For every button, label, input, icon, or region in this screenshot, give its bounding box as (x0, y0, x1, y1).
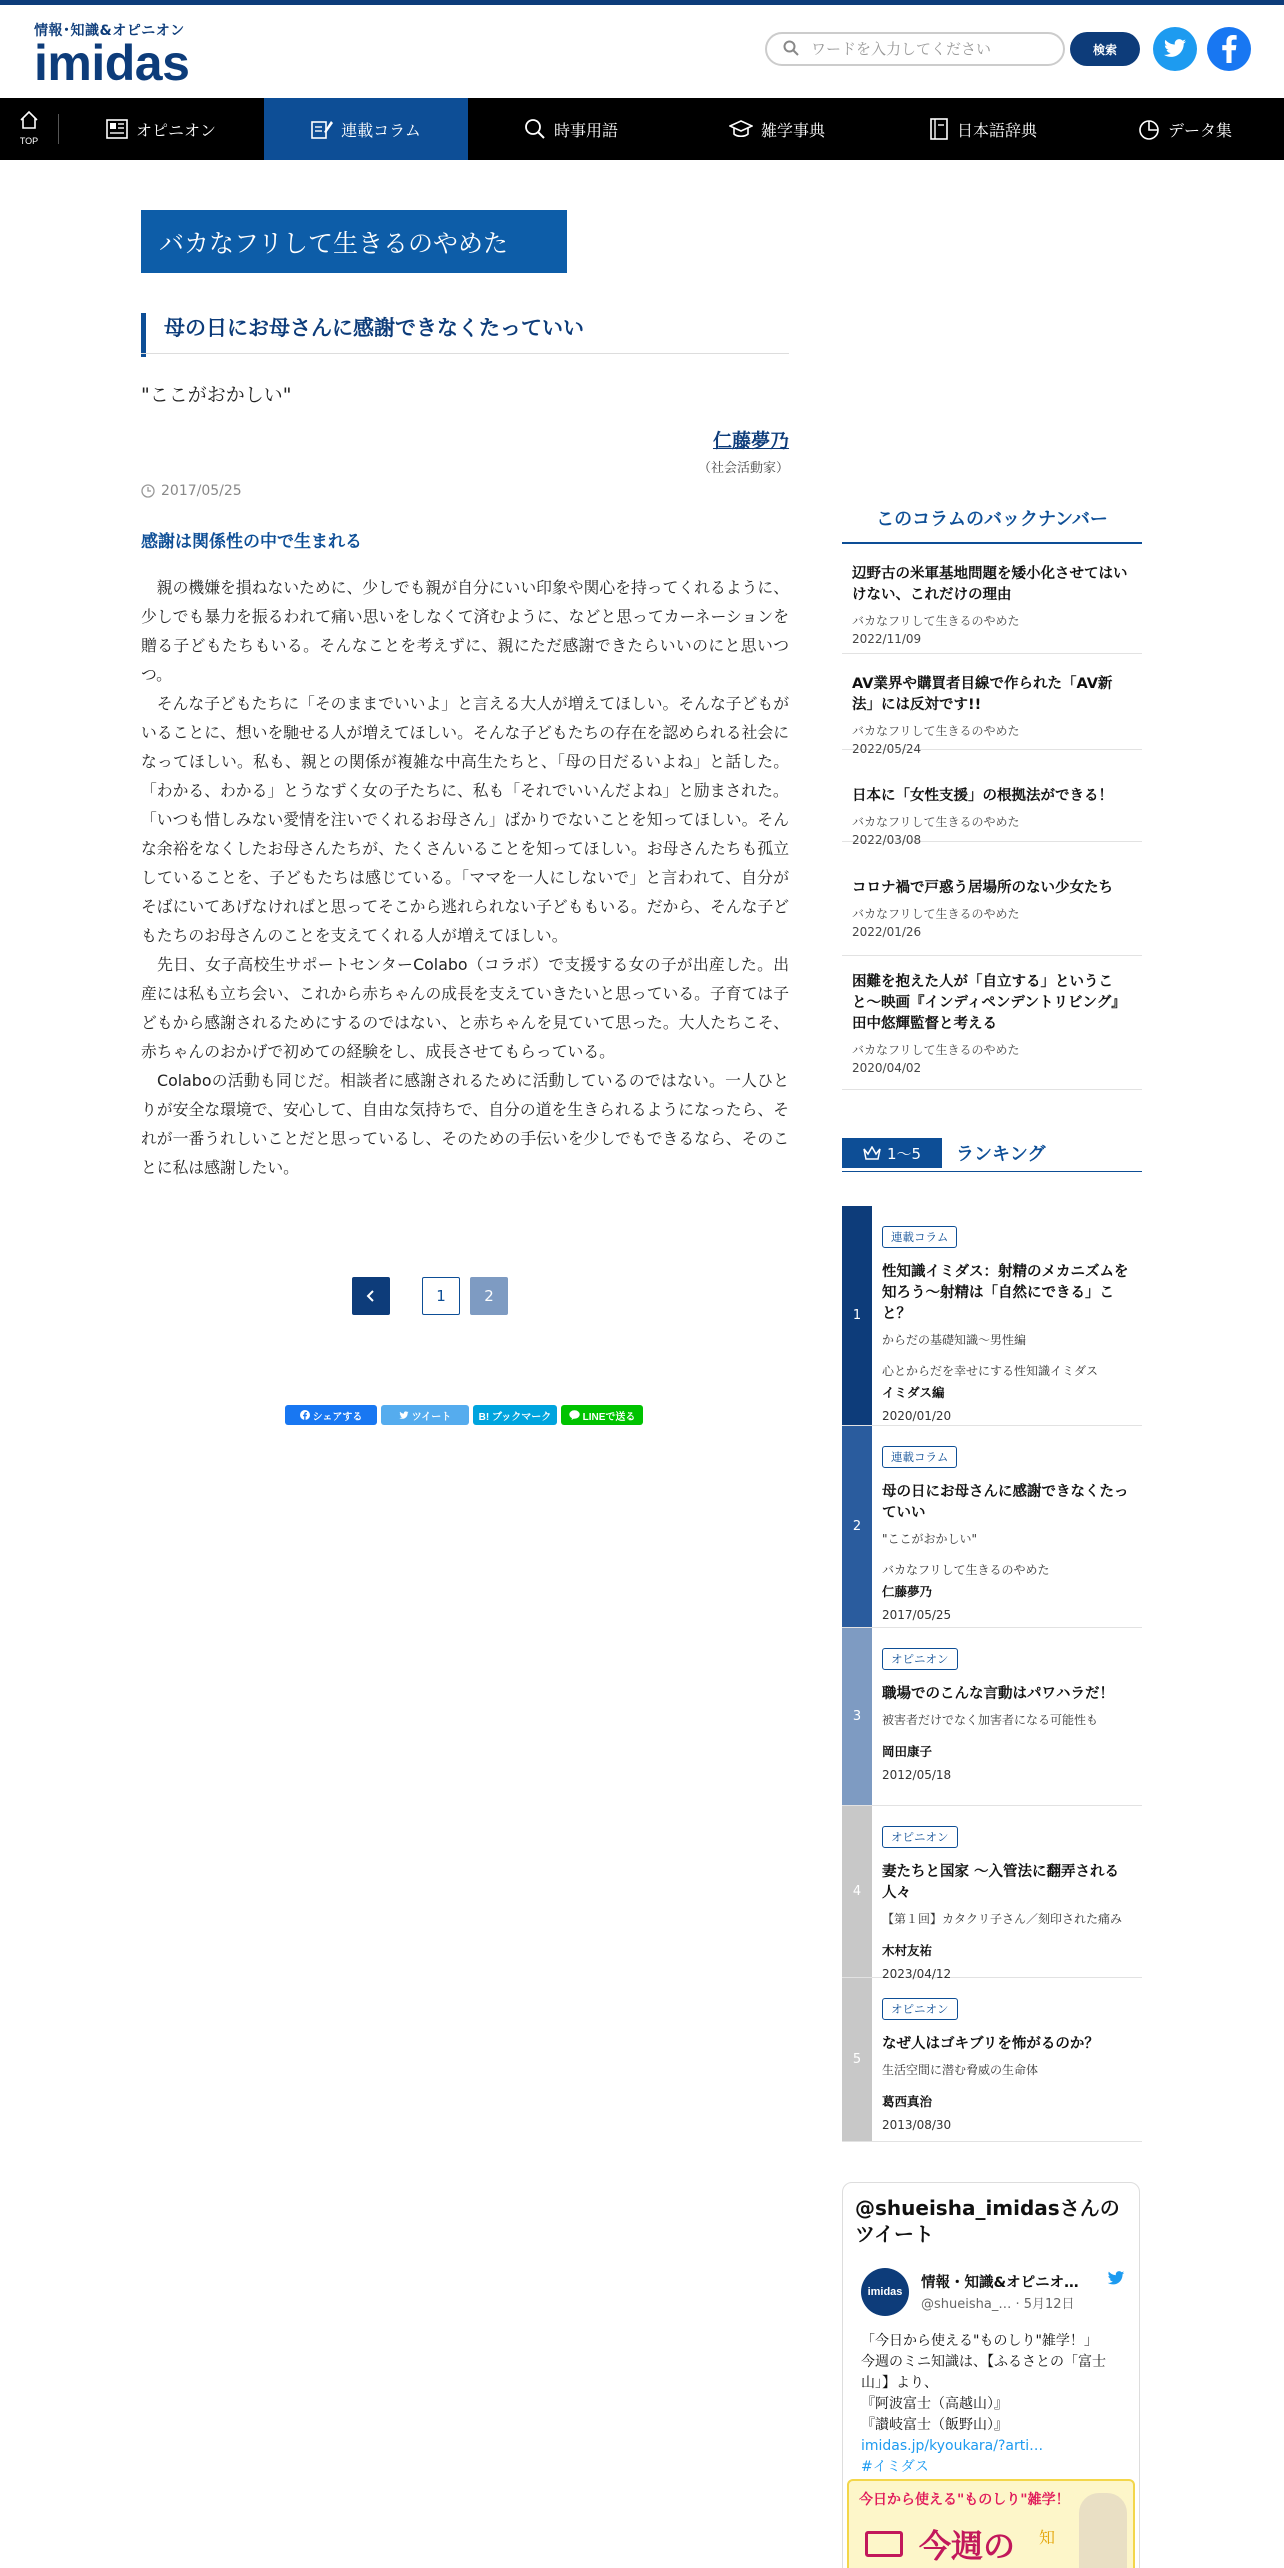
backnumber-item[interactable] (842, 956, 1142, 1090)
category-tag: 連載コラム (882, 1446, 957, 1468)
image-caption: 今日から使える"ものしり"雑学！ (859, 2492, 1070, 2508)
hatena-bookmark-button[interactable]: B! ブックマーク (473, 1405, 557, 1425)
ranking-author: 岡田康子 (882, 1744, 933, 1759)
logo-wordmark: imidas (34, 35, 190, 91)
top-accent-bar (0, 0, 1284, 5)
title-divider (141, 353, 789, 354)
pie-chart-icon (1138, 118, 1160, 140)
backnumber-date: 2022/03/08 (852, 833, 922, 847)
share-label: シェアする (312, 1411, 363, 1423)
page-2-button-current[interactable]: 2 (470, 1277, 508, 1315)
category-tag: 連載コラム (882, 1226, 957, 1248)
backnumber-series: バカなフリして生きるのやめた (852, 815, 1020, 829)
backnumber-title: AV業界や購買者目線で作られた「AV新法」には反対です!! (852, 676, 1113, 713)
tweet-line: 今週のミニ知識は、【ふるさとの「富士山」】より、 (861, 2354, 1106, 2391)
nav-item-label: 連載コラム (341, 120, 421, 140)
line-share-button[interactable] (561, 1405, 643, 1425)
tweet-button[interactable] (381, 1405, 469, 1425)
ranking-number: 3 (842, 1628, 872, 1805)
search-box (765, 32, 1065, 66)
tweet-line: 『讃岐富士（飯野山）』 (861, 2417, 1008, 2433)
ranking-number: 5 (842, 1978, 872, 2141)
ranking-title-text: 職場でのこんな言動はパワハラだ！ (882, 1686, 1114, 1702)
backnumber-date: 2022/05/24 (852, 742, 922, 756)
logo-tagline: 情報･知識&オピニオン (34, 23, 185, 39)
nav-item-dictionary[interactable] (880, 98, 1086, 160)
nav-item-label: オピニオン (135, 120, 216, 140)
backnumber-date: 2020/04/02 (852, 1061, 922, 1075)
ranking-item[interactable] (842, 1426, 1142, 1628)
nav-item-current-terms[interactable] (468, 98, 674, 160)
ranking-author: イミダス編 (882, 1385, 945, 1400)
tweet-account-name[interactable]: 情報・知識&オピニオ… (921, 2275, 1079, 2291)
backnumber-item[interactable] (842, 654, 1142, 756)
twitter-link[interactable] (1153, 27, 1197, 71)
ranking-title-text: 妻たちと国家 〜入管法に翻弄される人々 (882, 1864, 1120, 1901)
nav-item-label: 時事用語 (553, 120, 618, 140)
magnifier-icon (524, 118, 546, 140)
body-paragraph: 先日、女子高校生サポートセンターColabo（コラボ）で支援する女の子が出産した。出産には私も立ち会い、これから赤ちゃんの成長を支えていきたいと思っている。子育ては子どもから感謝されるためにするのではない、と赤ちゃんを見ていて思った。大人たちこそ、赤ちゃんのおかげで初めての経験をし、成長させてもらっている。 (141, 955, 789, 1061)
book-icon (865, 2531, 903, 2557)
body-paragraph: そんな子どもたちに「そのままでいいよ」と言える大人が増えてほしい。そんな子どもがいることに、想いを馳せる人が増えてほしい。そんな子どもたちの存在を認められる社会になってほしい。私も、親との関係が複雑な中高生たちと、「母の日だるいよね」と話した。「わかる、わかる」とうなずく女の子たちに、私も「それでいいんだよね」と励まされた。 (141, 694, 789, 800)
facebook-share-button[interactable] (285, 1405, 377, 1425)
tweet-text (861, 2331, 1129, 2478)
ranking-badge (842, 1138, 942, 1168)
body-paragraph: 親の機嫌を損ねないために、少しでも親が自分にいい印象や関心を持ってくれるように、少しでも暴力を振るわれて痛い思いをしなくて済むように、などと思ってカーネーションを贈る子どもたちもいる。そんなことを考えずに、親にただ感謝できたらいいのにと思いつつ。 (141, 578, 789, 684)
ranking-number: 1 (842, 1206, 872, 1425)
facebook-link[interactable] (1207, 27, 1251, 71)
body-paragraph: Colaboの活動も同じだ。相談者に感謝されるために活動しているのではない。一人ひとりが安全な環境で、安心して、自由な気持ちで、自分の道を生きられるようになったら、それが一番うれしいことだと思っているし、そのための手伝いを少しでもできるなら、そのことに私は感謝したい。 (141, 1071, 789, 1177)
backnumber-title: 日本に「女性支援」の根拠法ができる！ (852, 788, 1113, 804)
backnumber-date: 2022/01/26 (852, 925, 922, 939)
edit-note-icon (311, 119, 333, 139)
home-icon (19, 110, 39, 130)
body-paragraph: 「いつも惜しみない愛情を注いでくれるお母さん」ばかりでないことを知ってほしい。そんな余裕をなくしたお母さんたちが、たくさんいることを知ってほしい。お母さんたちも孤立していることを、子どもたちは感じている。「ママを一人にしないで」と言われて、自分がそばにいてあげなければと思ってそこから逃れられない子どももいる。だから、そんな子どもたちのお母さんのことを支えてくれる人が増えてほしい。 (141, 810, 789, 945)
twitter-bird-icon (399, 1411, 409, 1420)
chevron-left-icon (366, 1289, 376, 1303)
tweet-link[interactable]: imidas.jp/kyoukara/?arti… (861, 2438, 1044, 2454)
ranking-subtitle: 生活空間に潜む脅威の生命体 (882, 2063, 1039, 2077)
author-role: （社会活動家） (697, 461, 789, 476)
backnumber-item[interactable] (842, 750, 1142, 847)
tweet-line: 『阿波富士（高越山）』 (861, 2396, 1008, 2412)
share-label: LINEで送る (582, 1411, 636, 1423)
search-button[interactable]: 検索 (1070, 32, 1140, 66)
author-link[interactable]: 仁藤夢乃 (712, 430, 789, 452)
nav-item-opinion[interactable] (58, 98, 264, 160)
ranking-header (842, 1138, 1142, 1172)
ranking-date: 2012/05/18 (882, 1768, 952, 1782)
ranking-date: 2023/04/12 (882, 1967, 952, 1981)
ranking-date: 2020/01/20 (882, 1409, 952, 1423)
category-tag: オピニオン (882, 1826, 958, 1848)
line-icon (569, 1410, 580, 1420)
image-small-text: 知 (1039, 2528, 1056, 2547)
global-nav (0, 98, 1284, 160)
facebook-f-icon (1221, 35, 1237, 63)
search-icon (783, 40, 799, 56)
article-title: 母の日にお母さんに感謝できなくたっていい (141, 313, 789, 357)
backnumber-series: バカなフリして生きるのやめた (852, 614, 1020, 628)
tweet-handle-date[interactable]: @shueisha_… · 5月12日 (921, 2297, 1075, 2312)
series-banner[interactable]: バカなフリして生きるのやめた (141, 210, 567, 273)
article-body (141, 573, 789, 1182)
clock-icon (141, 484, 155, 498)
ranking-author: 仁藤夢乃 (882, 1584, 933, 1599)
nav-top-label: TOP (19, 136, 39, 146)
ranking-title-text: 母の日にお母さんに感謝できなくたっていい (882, 1484, 1129, 1521)
search-input[interactable] (811, 38, 1051, 60)
tweet-line: 「今日から使える"ものしり"雑学！」 (861, 2333, 1098, 2349)
image-headline: 今週の (919, 2527, 1016, 2565)
timeline-heading[interactable]: @shueisha_imidasさんのツイート (855, 2196, 1120, 2246)
backnumber-title: 困難を抱えた人が「自立する」ということ〜映画『インディペンデントリビング』田中悠輝監督と考える (852, 974, 1126, 1032)
twitter-bird-icon (1163, 38, 1187, 60)
book-icon (929, 118, 949, 140)
nav-item-label: 日本語辞典 (956, 120, 1037, 140)
nav-item-column[interactable] (264, 98, 468, 160)
tweet-hashtag[interactable]: #イミダス (861, 2459, 929, 2475)
category-tag: オピニオン (882, 1648, 958, 1670)
facebook-icon (300, 1410, 310, 1420)
ranking-subtitle: からだの基礎知識～男性編 (882, 1333, 1027, 1347)
twitter-timeline-embed (842, 2182, 1140, 2568)
backnumber-item[interactable] (842, 544, 1142, 654)
nav-item-label: 雑学事典 (760, 120, 825, 140)
ranking-number: 4 (842, 1806, 872, 1977)
page-1-button[interactable]: 1 (422, 1277, 460, 1315)
backnumber-title: コロナ禍で戸惑う居場所のない少女たち (852, 880, 1113, 896)
backnumber-title: 辺野古の米軍基地問題を矮小化させてはいけない、これだけの理由 (852, 566, 1128, 603)
ranking-item[interactable] (842, 1806, 1142, 1981)
ranking-item[interactable] (842, 1628, 1142, 1806)
backnumber-item[interactable] (842, 842, 1142, 956)
article-subtitle: "ここがおかしい" (141, 384, 292, 406)
ranking-author: 木村友祐 (882, 1943, 933, 1958)
nav-item-trivia[interactable] (674, 98, 880, 160)
graduation-cap-icon (729, 119, 753, 139)
category-tag: オピニオン (882, 1998, 958, 2020)
tweet-image[interactable] (847, 2479, 1135, 2568)
illustration-figure (1079, 2493, 1127, 2568)
ranking-series: 心とからだを幸せにする性知識イミダス (882, 1364, 1099, 1378)
ranking-item[interactable] (842, 1978, 1142, 2142)
ranking-subtitle: 【第１回】カタクリ子さん／刻印された痛み (882, 1912, 1123, 1926)
publish-date-text: 2017/05/25 (161, 483, 242, 499)
newspaper-icon (106, 119, 128, 139)
nav-item-data[interactable] (1086, 98, 1284, 160)
ranking-date: 2013/08/30 (882, 2118, 952, 2132)
crown-icon (863, 1146, 881, 1160)
section-heading: 感謝は関係性の中で生まれる (141, 532, 362, 552)
backnumber-series: バカなフリして生きるのやめた (852, 724, 1020, 738)
nav-top-home[interactable] (0, 98, 58, 160)
nav-item-label: データ集 (1167, 120, 1232, 140)
prev-page-button[interactable] (352, 1277, 390, 1315)
backnumber-series: バカなフリして生きるのやめた (852, 1043, 1020, 1057)
ranking-author: 葛西真治 (882, 2094, 933, 2109)
ranking-subtitle: "ここがおかしい" (882, 1532, 978, 1546)
ranking-range: 1～5 (886, 1144, 922, 1163)
share-label: ツイート (411, 1411, 452, 1423)
backnumber-heading: このコラムのバックナンバー (842, 500, 1142, 544)
ranking-subtitle: 被害者だけでなく加害者になる可能性も (882, 1713, 1099, 1727)
ranking-title-text: なぜ人はゴキブリを怖がるのか？ (882, 2036, 1099, 2052)
ranking-title: ランキング (956, 1144, 1046, 1165)
ranking-date: 2017/05/25 (882, 1608, 952, 1622)
avatar[interactable]: imidas (861, 2268, 909, 2316)
ranking-title-text: 性知識イミダス：射精のメカニズムを知ろう～射精は「自然にできる」こと？ (882, 1264, 1129, 1322)
imidas-logo[interactable] (34, 20, 190, 91)
publish-date (141, 483, 242, 499)
ranking-series: バカなフリして生きるのやめた (882, 1563, 1050, 1577)
backnumber-date: 2022/11/09 (852, 632, 922, 646)
ranking-item[interactable] (842, 1206, 1142, 1426)
ranking-number: 2 (842, 1426, 872, 1627)
twitter-bird-icon[interactable] (1107, 2271, 1125, 2286)
backnumber-series: バカなフリして生きるのやめた (852, 907, 1020, 921)
